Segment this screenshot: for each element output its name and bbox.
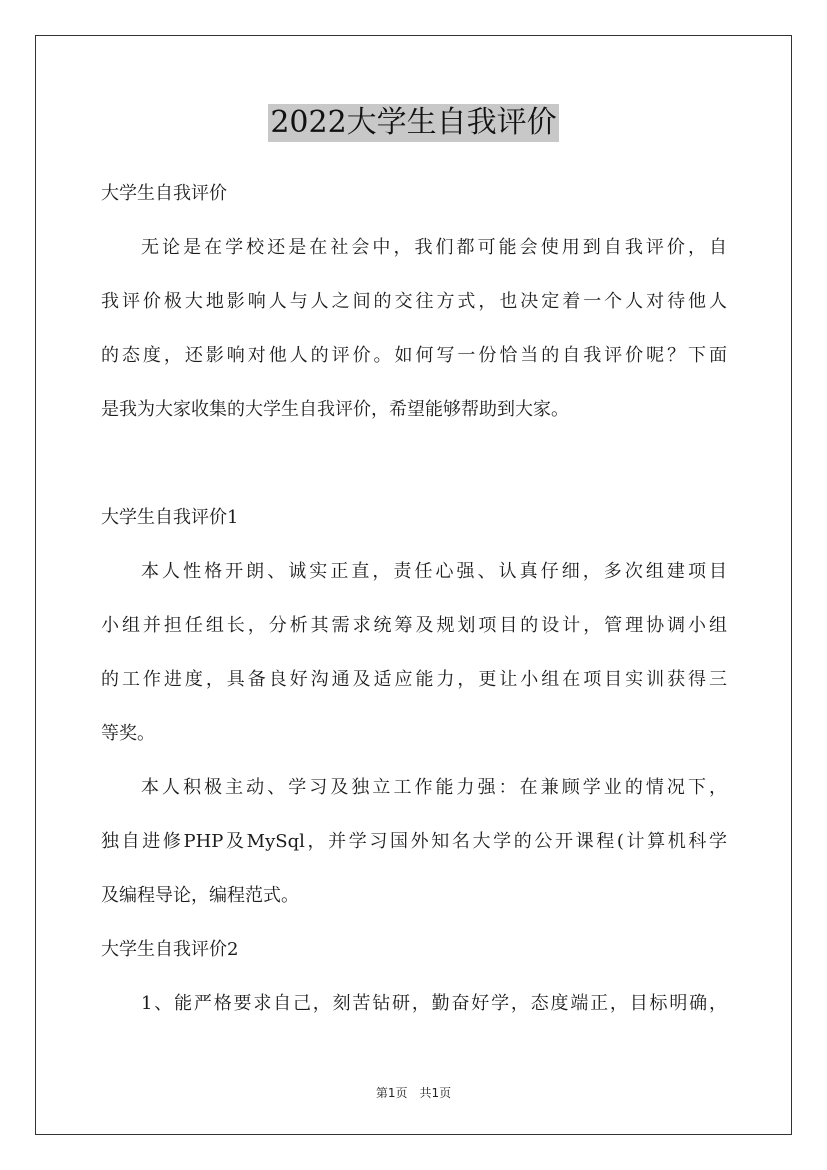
title-container — [0, 104, 827, 142]
paragraph-line: 的态度，还影响对他人的评价。如何写一份恰当的自我评价呢？下面 — [101, 345, 727, 366]
paragraph-line: 独自进修PHP及MySql，并学习国外知名大学的公开课程(计算机科学 — [101, 831, 727, 852]
paragraph-line: 无论是在学校还是在社会中，我们都可能会使用到自我评价，自 — [141, 237, 727, 258]
paragraph-line: 及编程导论，编程范式。 — [101, 885, 299, 906]
document-body — [101, 176, 727, 1022]
document-title: 2022大学生自我评价 — [270, 105, 557, 140]
paragraph-line: 是我为大家收集的大学生自我评价，希望能够帮助到大家。 — [101, 399, 569, 420]
paragraph-line: 本人性格开朗、诚实正直，责任心强、认真仔细，多次组建项目 — [141, 561, 727, 582]
section-heading-2: 大学生自我评价2 — [101, 939, 239, 960]
page-number-footer: 第1页 共1页 — [375, 1086, 452, 1100]
paragraph-line: 1、能严格要求自己，刻苦钻研，勤奋好学，态度端正，目标明确， — [141, 993, 727, 1014]
paragraph-line: 的工作进度，具备良好沟通及适应能力，更让小组在项目实训获得三 — [101, 669, 727, 690]
section-heading-1: 大学生自我评价1 — [101, 507, 239, 528]
paragraph-line: 等奖。 — [101, 723, 155, 744]
paragraph-line: 我评价极大地影响人与人之间的交往方式，也决定着一个人对待他人 — [101, 291, 727, 312]
section-heading-intro: 大学生自我评价 — [101, 183, 227, 204]
paragraph-line: 小组并担任组长，分析其需求统筹及规划项目的设计，管理协调小组 — [101, 615, 727, 636]
paragraph-line: 本人积极主动、学习及独立工作能力强：在兼顾学业的情况下， — [141, 777, 727, 798]
